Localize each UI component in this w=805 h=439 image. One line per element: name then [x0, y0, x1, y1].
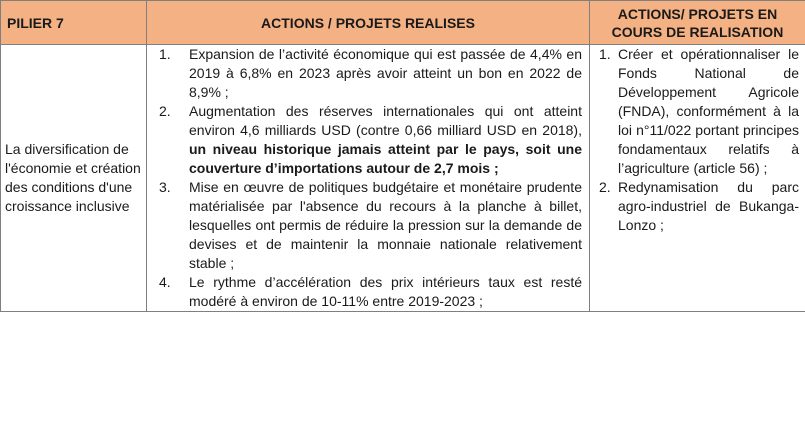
item-text-bold: un niveau historique jamais atteint par le pays, soit une couverture d’importations autour de 2,7 mois ;	[189, 141, 582, 176]
item-text: Le rythme d’accélération des prix intérieurs taux est resté modéré à environ de 10-11% entre 2019-2023 ;	[189, 274, 582, 309]
item-text: Augmentation des réserves internationales qui ont atteint environ 4,6 milliards USD (contre 0,66 milliard USD en 2018),	[189, 103, 582, 138]
actions-done-list	[147, 45, 589, 311]
pillar-description: La diversification de l'économie et création des conditions d'une croissance inclusive	[1, 45, 147, 312]
header-row	[1, 1, 805, 45]
item-text: Expansion de l’activité économique qui est passée de 4,4% en 2019 à 6,8% en 2023 après avoir atteint un bon en 2022 de 8,9% ;	[189, 46, 582, 100]
list-item	[147, 45, 589, 102]
item-number: 2.	[599, 179, 611, 195]
list-item	[147, 102, 589, 178]
item-number: 2.	[159, 103, 171, 119]
header-actions-done: ACTIONS / PROJETS REALISES	[147, 1, 590, 45]
actions-in-progress-cell	[590, 45, 805, 312]
item-text: Créer et opérationnaliser le Fonds National de Développement Agricole (FNDA), conformément à la loi n°11/022 portant principes fondamentaux relatifs à l’agriculture (article 56) ;	[618, 46, 799, 176]
item-number: 1.	[159, 46, 171, 62]
list-item	[590, 178, 805, 235]
item-number: 3.	[159, 179, 171, 195]
item-number: 1.	[599, 46, 611, 62]
pillar-row	[1, 45, 805, 312]
item-text: Mise en œuvre de politiques budgétaire et monétaire prudente matérialisée par l'absence du recours à la planche à billet, lesquelles ont permis de réduire la pression sur la demande de devises et de maintenir la monnaie nationale relativement stable ;	[189, 179, 582, 271]
list-item	[147, 273, 589, 311]
actions-done-cell	[147, 45, 590, 312]
actions-in-progress-list	[590, 45, 805, 235]
item-text: Redynamisation du parc agro-industriel de Bukanga-Lonzo ;	[618, 179, 799, 233]
header-actions-in-progress: ACTIONS/ PROJETS EN COURS DE REALISATION	[590, 1, 805, 45]
list-item	[147, 178, 589, 273]
list-item	[590, 45, 805, 178]
header-pillar: PILIER 7	[1, 1, 147, 45]
item-number: 4.	[159, 274, 171, 290]
